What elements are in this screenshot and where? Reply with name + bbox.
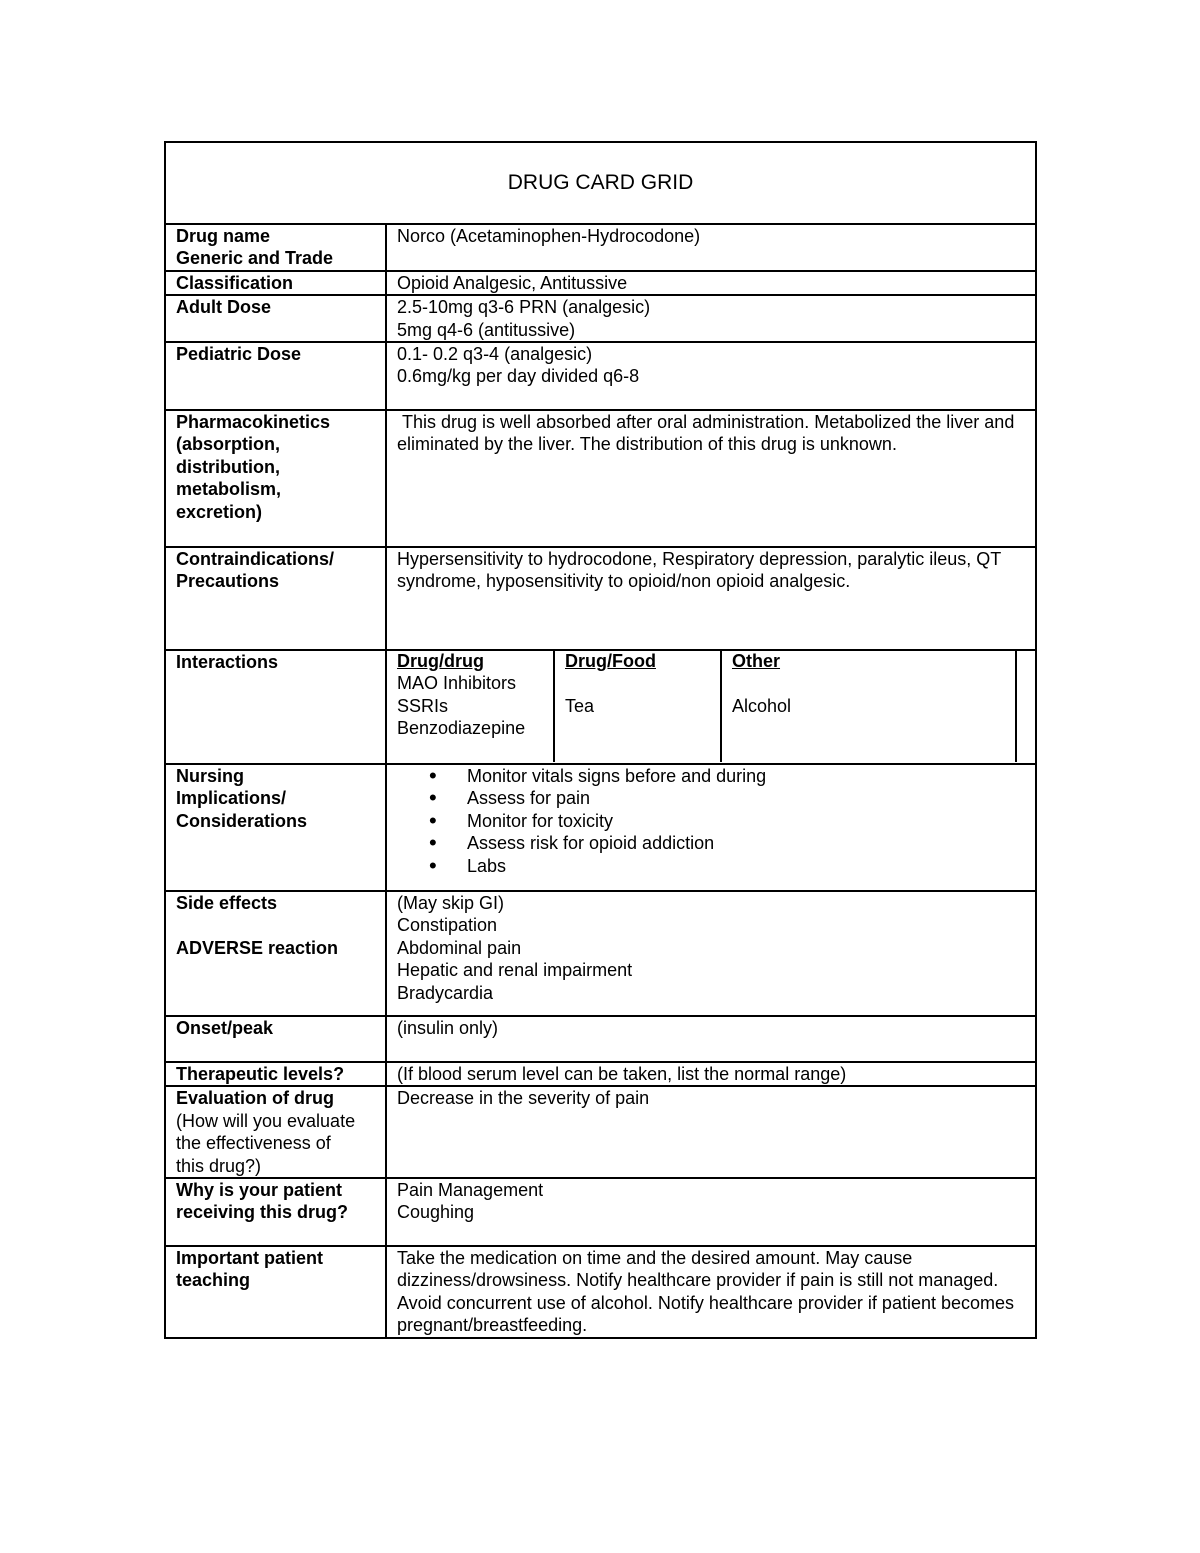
teaching-value: Take the medication on time and the desired amount. May cause dizziness/drowsiness. Notify healthcare provider if pain is still not managed. Avoid concurrent use of alcohol. Notify healthcare provider if patient becomes pregnant/breastfeeding. xyxy=(386,1246,1036,1338)
side-effect-line: Abdominal pain xyxy=(397,937,522,958)
list-item: • Labs xyxy=(467,855,1025,877)
evaluation-sub-line: the effectiveness of xyxy=(176,1133,331,1154)
side-effects-label-line: Side effects xyxy=(176,893,278,914)
why-row xyxy=(165,1178,1036,1246)
adverse-label-line: ADVERSE reaction xyxy=(176,937,339,958)
onset-label: Onset/peak xyxy=(165,1016,386,1062)
drug-drug-item: MAO Inhibitors xyxy=(397,673,517,694)
teaching-row xyxy=(165,1246,1036,1338)
drug-drug-header: Drug/drug xyxy=(397,651,484,672)
drug-drug-col xyxy=(387,650,554,762)
teaching-label-line: teaching xyxy=(176,1270,251,1291)
classification-value: Opioid Analgesic, Antitussive xyxy=(386,271,1036,295)
list-item: • Monitor for toxicity xyxy=(467,810,1025,832)
nursing-label-line: Implications/ xyxy=(176,788,287,809)
title-text: DRUG CARD GRID xyxy=(507,170,694,194)
adult-dose-row xyxy=(165,295,1036,342)
interactions-table xyxy=(387,650,1017,762)
therapeutic-label: Therapeutic levels? xyxy=(165,1062,386,1086)
teaching-label xyxy=(165,1246,386,1338)
evaluation-label-line: Evaluation of drug xyxy=(176,1088,335,1109)
other-spacer xyxy=(732,672,1005,694)
pk-label-line: (absorption, xyxy=(176,434,280,455)
drug-name-value: Norco (Acetaminophen-Hydrocodone) xyxy=(386,224,1036,271)
adult-dose-line: 5mg q4-6 (antitussive) xyxy=(397,319,576,340)
nursing-label xyxy=(165,764,386,891)
pediatric-dose-label: Pediatric Dose xyxy=(165,342,386,410)
nursing-label-line: Nursing xyxy=(176,766,245,787)
list-item: • Monitor vitals signs before and during xyxy=(467,765,1025,787)
pharmacokinetics-row xyxy=(165,410,1036,547)
why-line: Pain Management xyxy=(397,1180,544,1201)
side-effect-line: Bradycardia xyxy=(397,982,494,1003)
side-effects-spacer xyxy=(176,914,375,936)
other-item: Alcohol xyxy=(732,695,792,716)
contra-label-line: Contraindications/ xyxy=(176,549,335,570)
other-col xyxy=(721,650,1016,762)
contra-label-line: Precautions xyxy=(176,571,280,592)
why-value xyxy=(386,1178,1036,1246)
nursing-label-line: Considerations xyxy=(176,810,308,831)
pk-label-line: distribution, xyxy=(176,456,280,477)
pk-label-line: metabolism, xyxy=(176,479,282,500)
side-effects-row xyxy=(165,891,1036,1016)
adult-dose-value xyxy=(386,295,1036,342)
contraindications-label xyxy=(165,547,386,650)
side-effect-line: (May skip GI) xyxy=(397,893,505,914)
onset-row xyxy=(165,1016,1036,1062)
other-header: Other xyxy=(732,651,781,672)
evaluation-sub-line: this drug?) xyxy=(176,1155,262,1176)
drug-name-row xyxy=(165,224,1036,271)
side-effect-line: Hepatic and renal impairment xyxy=(397,960,633,981)
drug-food-item: Tea xyxy=(565,695,595,716)
drug-name-label-line2: Generic and Trade xyxy=(176,248,334,269)
why-label-line: Why is your patient xyxy=(176,1180,343,1201)
pharmacokinetics-label xyxy=(165,410,386,547)
interactions-value xyxy=(386,650,1036,764)
side-effects-label xyxy=(165,891,386,1016)
why-label xyxy=(165,1178,386,1246)
nursing-value xyxy=(386,764,1036,891)
why-line: Coughing xyxy=(397,1202,475,1223)
list-item: • Assess for pain xyxy=(467,787,1025,809)
evaluation-sub-line: (How will you evaluate xyxy=(176,1110,356,1131)
contraindications-value: Hypersensitivity to hydrocodone, Respiratory depression, paralytic ileus, QT syndrome, hyposensitivity to opioid/non opioid analgesic. xyxy=(386,547,1036,650)
classification-row xyxy=(165,271,1036,295)
pk-label-line: excretion) xyxy=(176,501,263,522)
list-item: • Assess risk for opioid addiction xyxy=(467,832,1025,854)
therapeutic-row xyxy=(165,1062,1036,1086)
nursing-list xyxy=(397,765,1025,877)
interactions-label: Interactions xyxy=(165,650,386,764)
side-effects-value xyxy=(386,891,1036,1016)
pediatric-dose-line: 0.6mg/kg per day divided q6-8 xyxy=(397,366,640,387)
evaluation-value: Decrease in the severity of pain xyxy=(386,1086,1036,1178)
therapeutic-value: (If blood serum level can be taken, list the normal range) xyxy=(386,1062,1036,1086)
drug-food-header: Drug/Food xyxy=(565,651,656,672)
pediatric-dose-row xyxy=(165,342,1036,410)
drug-food-spacer xyxy=(565,672,710,694)
interactions-inner-row xyxy=(387,650,1016,762)
nursing-row xyxy=(165,764,1036,891)
adult-dose-label: Adult Dose xyxy=(165,295,386,342)
drug-food-col xyxy=(554,650,721,762)
evaluation-row xyxy=(165,1086,1036,1178)
classification-label: Classification xyxy=(165,271,386,295)
drug-drug-item: SSRIs xyxy=(397,695,449,716)
adult-dose-line: 2.5-10mg q3-6 PRN (analgesic) xyxy=(397,297,651,318)
teaching-label-line: Important patient xyxy=(176,1248,323,1269)
page-title xyxy=(165,142,1036,224)
interactions-row xyxy=(165,650,1036,764)
drug-name-label xyxy=(165,224,386,271)
drug-drug-item: Benzodiazepine xyxy=(397,718,526,739)
pediatric-dose-value xyxy=(386,342,1036,410)
evaluation-label xyxy=(165,1086,386,1178)
why-label-line: receiving this drug? xyxy=(176,1202,349,1223)
pharmacokinetics-value: This drug is well absorbed after oral administration. Metabolized the liver and eliminated by the liver. The distribution of this drug is unknown. xyxy=(386,410,1036,547)
pk-label-line: Pharmacokinetics xyxy=(176,412,331,433)
drug-name-label-line1: Drug name xyxy=(176,226,271,246)
contraindications-row xyxy=(165,547,1036,650)
onset-value: (insulin only) xyxy=(386,1016,1036,1062)
title-row xyxy=(165,142,1036,224)
pediatric-dose-line: 0.1- 0.2 q3-4 (analgesic) xyxy=(397,344,593,365)
side-effect-line: Constipation xyxy=(397,915,498,936)
drug-card-grid xyxy=(164,141,1037,1339)
